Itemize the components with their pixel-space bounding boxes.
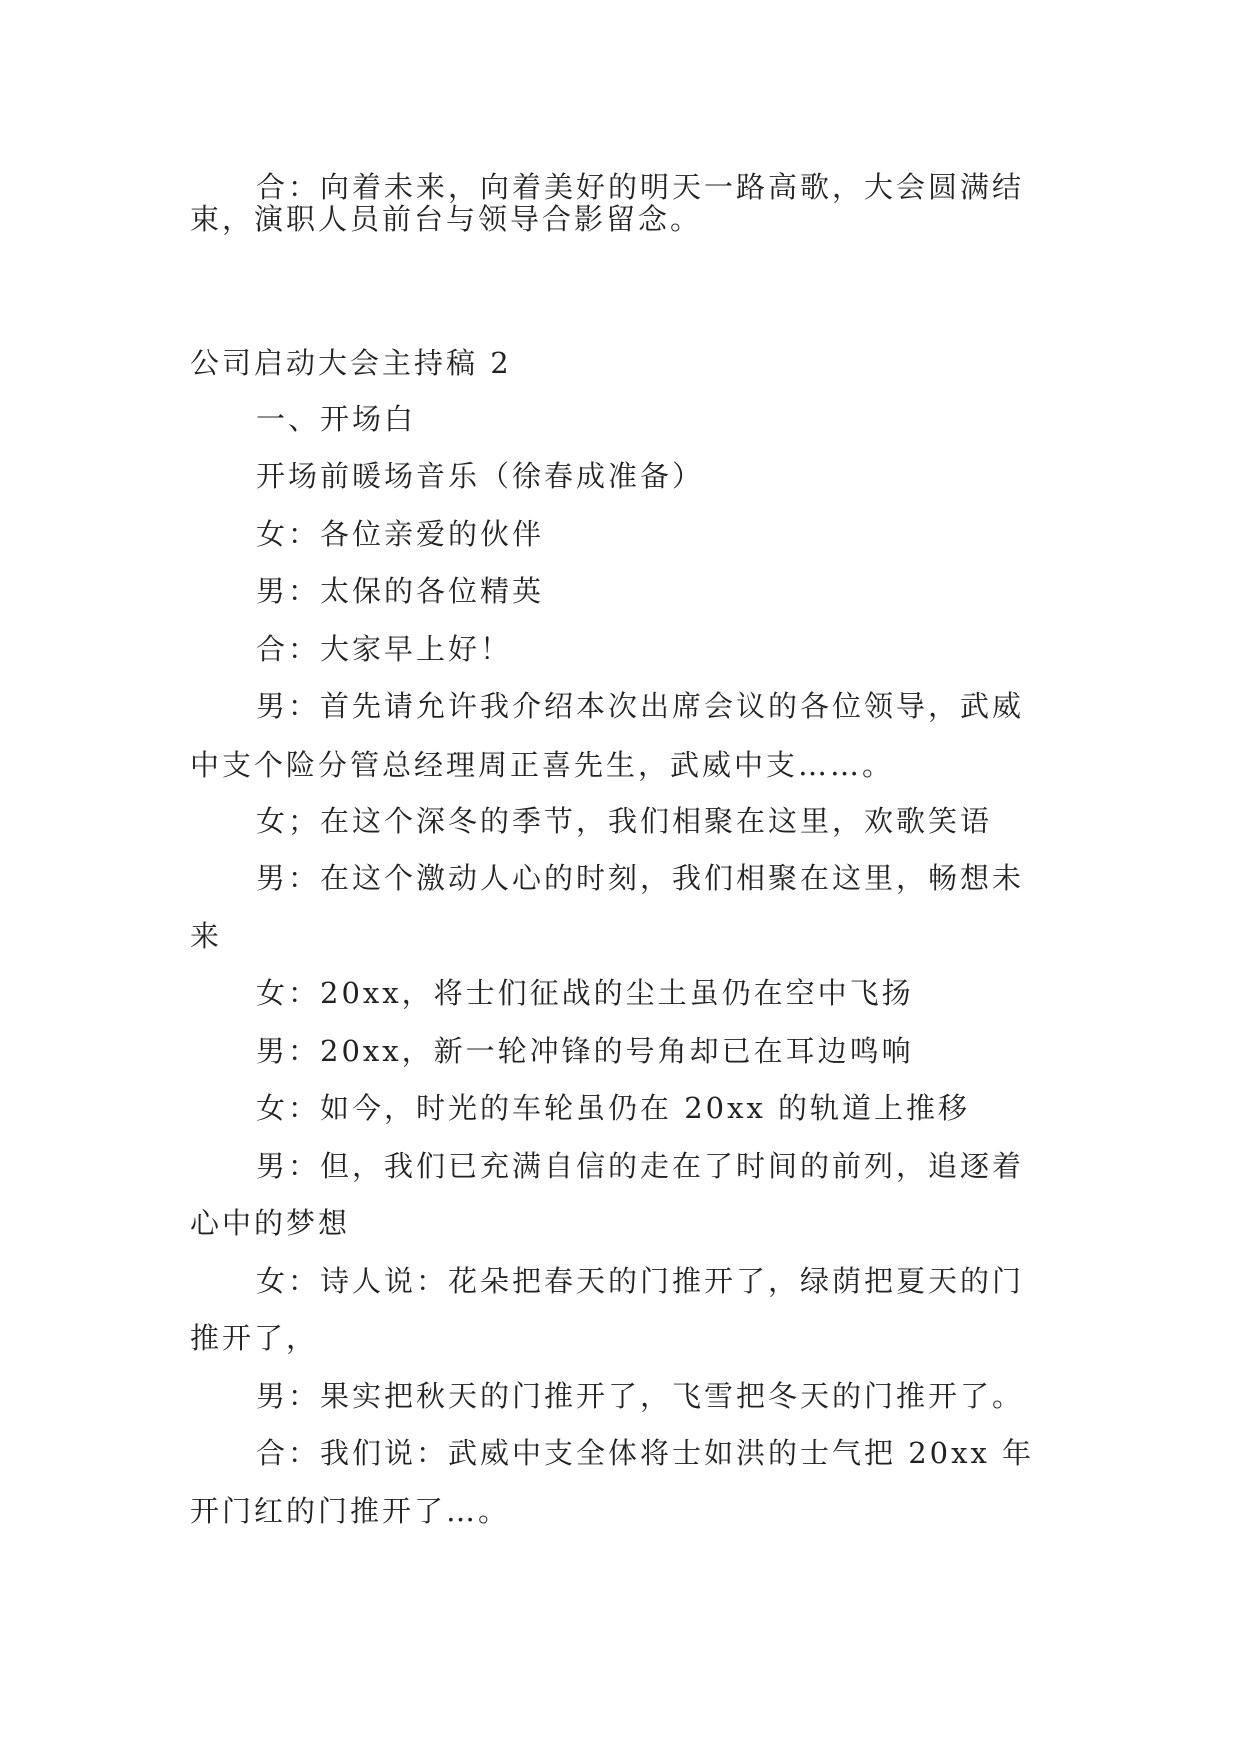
section-title: 公司启动大会主持稿 2 bbox=[190, 346, 512, 380]
paragraph-line: 女：各位亲爱的伙伴 bbox=[256, 517, 545, 551]
paragraph-line: 来 bbox=[190, 919, 223, 953]
paragraph-line: 中支个险分管总经理周正喜先生，武威中支……。 bbox=[190, 748, 895, 782]
paragraph-line: 男：果实把秋天的门推开了，飞雪把冬天的门推开了。 bbox=[256, 1379, 1025, 1413]
paragraph-line: 男：20xx，新一轮冲锋的号角却已在耳边鸣响 bbox=[256, 1034, 914, 1068]
paragraph-line: 合：我们说：武威中支全体将士如洪的士气把 20xx 年 bbox=[256, 1436, 1035, 1470]
paragraph-line: 女；在这个深冬的季节，我们相聚在这里，欢歌笑语 bbox=[256, 804, 993, 838]
paragraph-line: 合：向着未来，向着美好的明天一路高歌，大会圆满结 bbox=[256, 170, 1025, 204]
paragraph-line: 男：首先请允许我介绍本次出席会议的各位领导，武威 bbox=[256, 689, 1025, 723]
paragraph-line: 一、开场白 bbox=[256, 402, 417, 436]
paragraph-line: 合：大家早上好！ bbox=[256, 632, 513, 666]
paragraph-line: 女：诗人说：花朵把春天的门推开了，绿荫把夏天的门 bbox=[256, 1264, 1025, 1298]
paragraph-line: 推开了， bbox=[190, 1321, 319, 1355]
paragraph-line: 心中的梦想 bbox=[190, 1206, 351, 1240]
paragraph-line: 女：20xx，将士们征战的尘土虽仍在空中飞扬 bbox=[256, 976, 914, 1010]
paragraph-line: 女：如今，时光的车轮虽仍在 20xx 的轨道上推移 bbox=[256, 1091, 971, 1125]
paragraph-line: 男：在这个激动人心的时刻，我们相聚在这里，畅想未 bbox=[256, 861, 1025, 895]
paragraph-line: 开场前暖场音乐（徐春成准备） bbox=[256, 459, 705, 493]
paragraph-line: 束，演职人员前台与领导合影留念。 bbox=[190, 202, 703, 236]
paragraph-line: 开门红的门推开了…。 bbox=[190, 1494, 511, 1528]
paragraph-line: 男：太保的各位精英 bbox=[256, 574, 545, 608]
paragraph-line: 男：但，我们已充满自信的走在了时间的前列，追逐着 bbox=[256, 1149, 1025, 1183]
